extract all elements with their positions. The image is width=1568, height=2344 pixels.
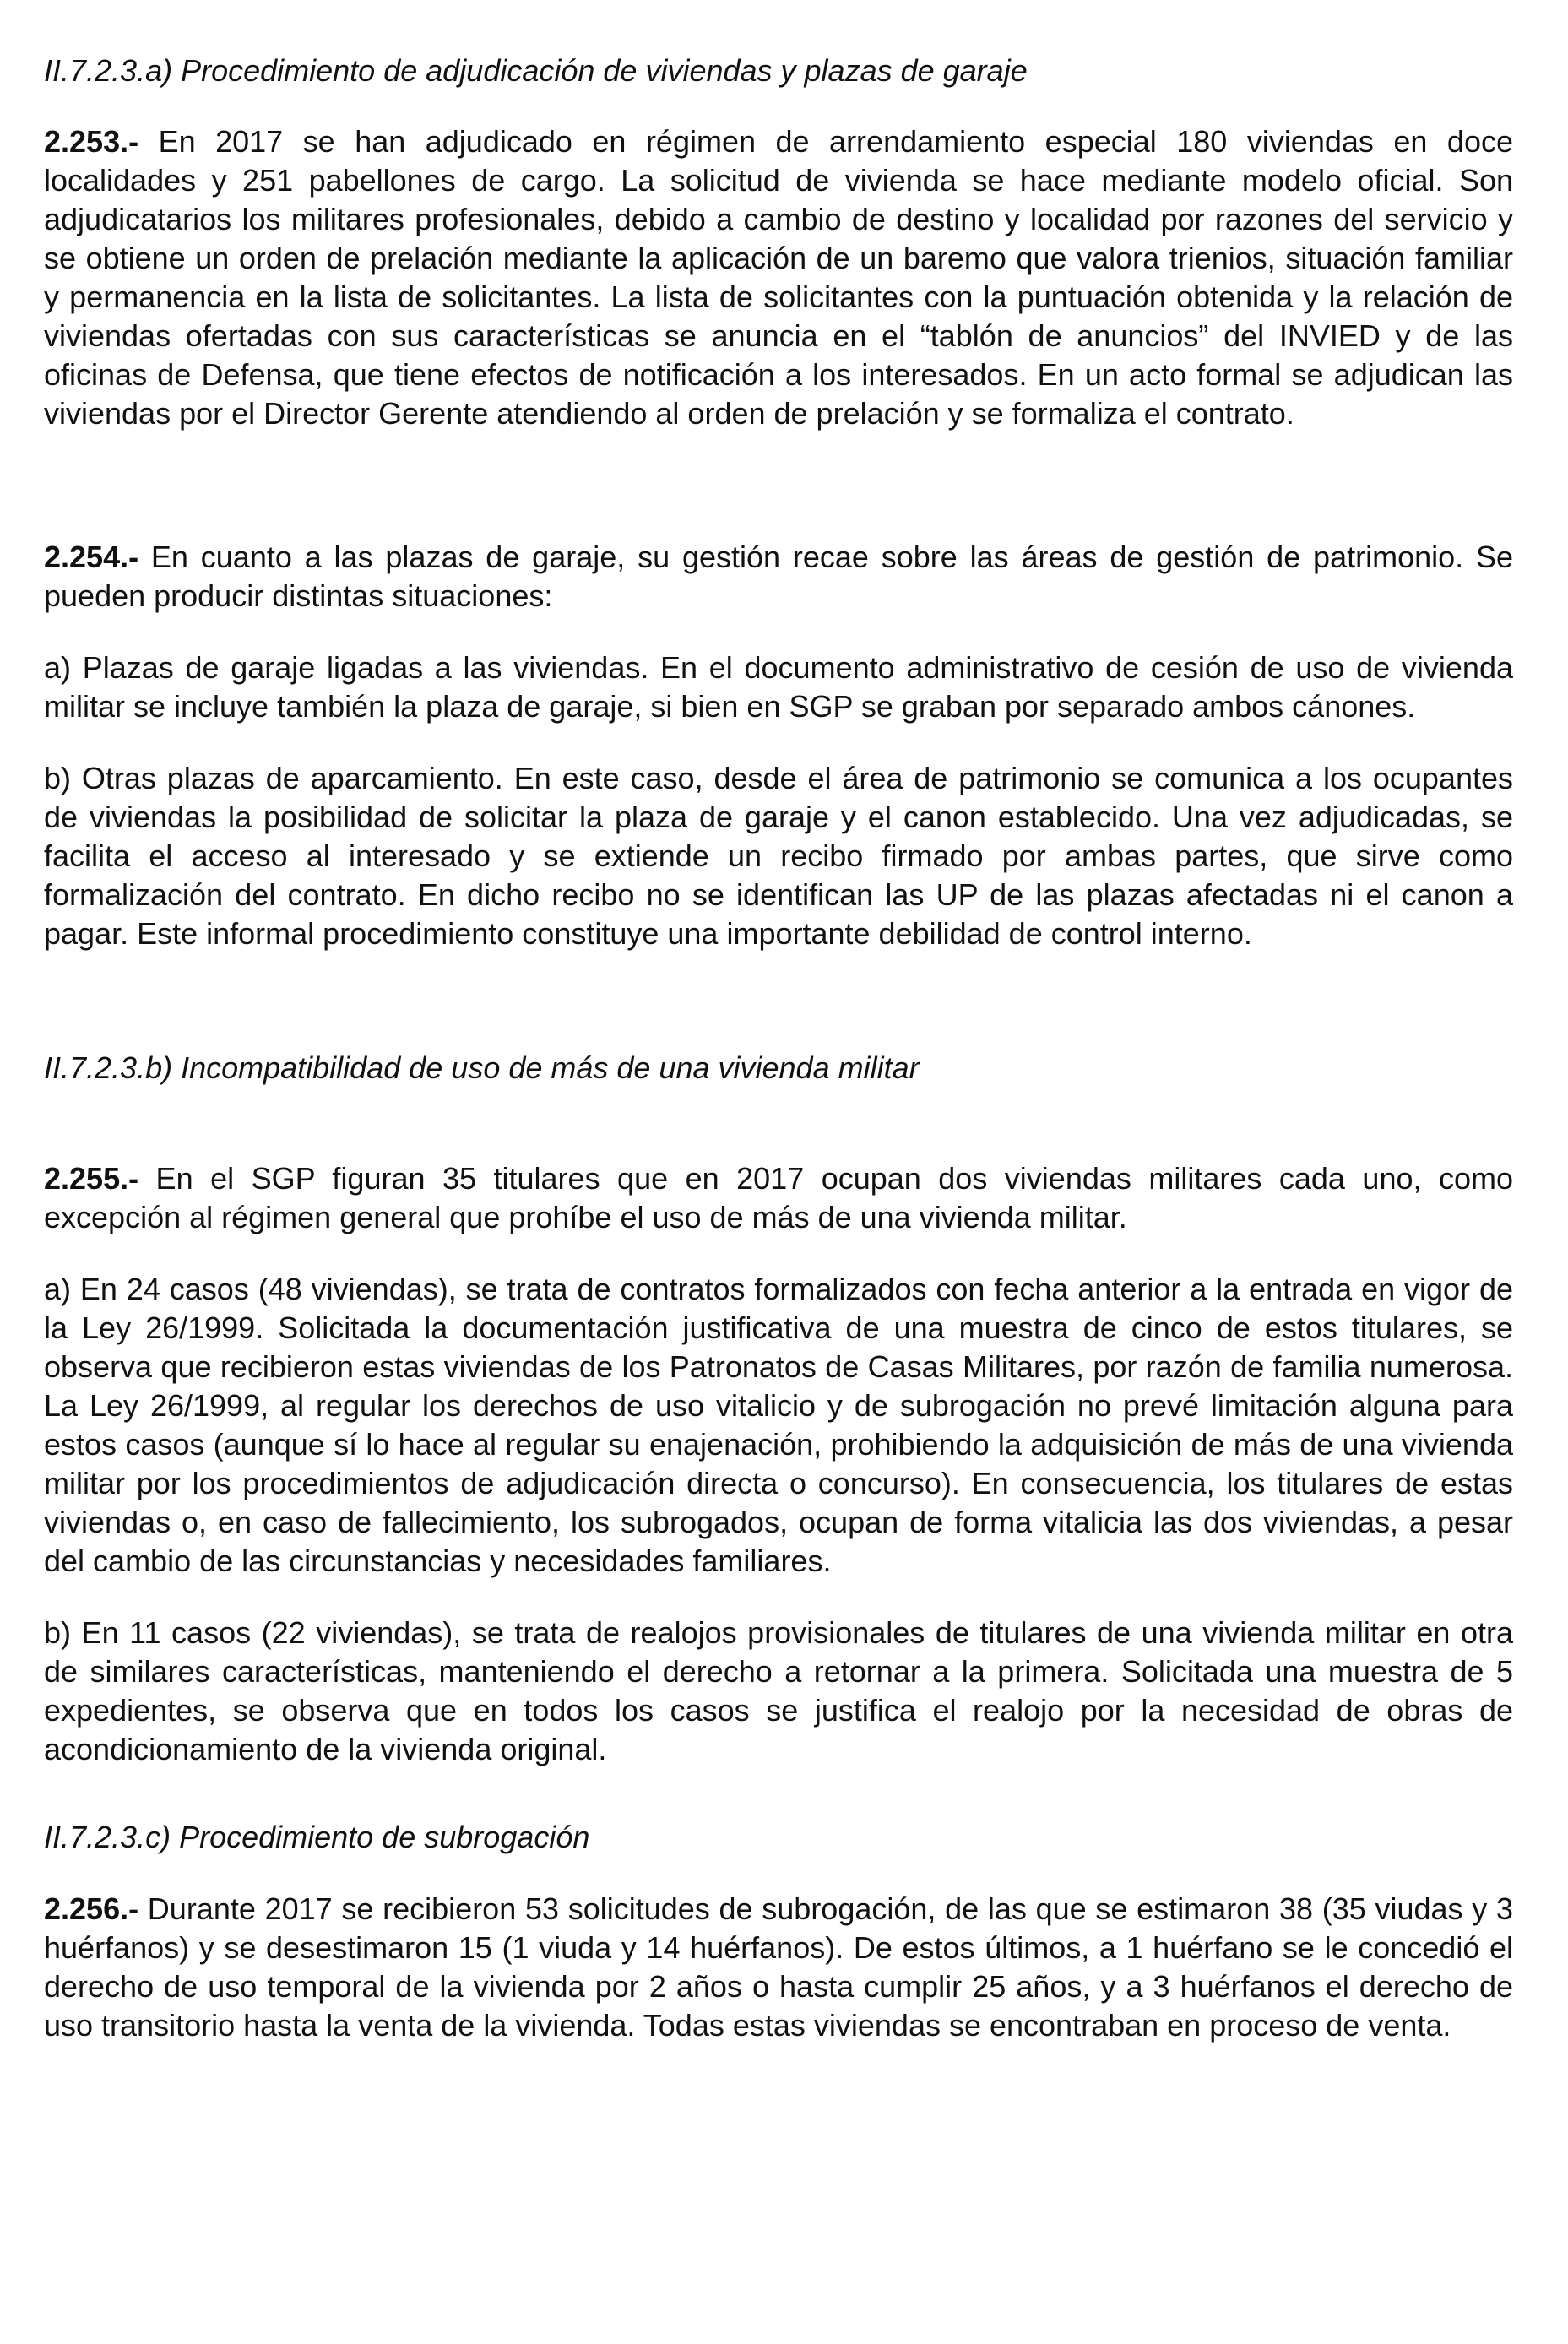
paragraph-2-256	[44, 1890, 1513, 2045]
paragraph-2-254-a: a) Plazas de garaje ligadas a las viviendas. En el documento administrativo de cesión de uso de vivienda militar se incluye también la plaza de garaje, si bien en SGP se graban por separado ambos cánones.	[44, 650, 1513, 724]
document-page	[44, 52, 1513, 2045]
section-heading-incompatibilidad: II.7.2.3.b) Incompatibilidad de uso de más de una vivienda militar	[44, 1050, 920, 1085]
paragraph-2-254	[44, 538, 1513, 616]
paragraph-2-255-b: b) En 11 casos (22 viviendas), se trata de realojos provisionales de titulares de una vivienda militar en otra de similares características, manteniendo el derecho a retornar a la primera. Solicitada una muestra de 5 expedientes, se observa que en todos los casos se justifica el realojo por la necesidad de obras de acondicionamiento de la vivienda original.	[44, 1615, 1513, 1766]
paragraph-text: En cuanto a las plazas de garaje, su gestión recae sobre las áreas de gestión de patrimonio. Se pueden producir distintas situaciones:	[44, 540, 1513, 613]
paragraph-2-253	[44, 122, 1513, 433]
paragraph-text: En el SGP figuran 35 titulares que en 2017 ocupan dos viviendas militares cada uno, como excepción al régimen general que prohíbe el uso de más de una vivienda militar.	[44, 1161, 1513, 1234]
paragraph-number: 2.254.-	[44, 540, 139, 574]
paragraph-text: En 2017 se han adjudicado en régimen de arrendamiento especial 180 viviendas en doce localidades y 251 pabellones de cargo. La solicitud de vivienda se hace mediante modelo oficial. Son adjudicatarios los militares profesionales, debido a cambio de destino y localidad por razones del servicio y se obtiene un orden de prelación mediante la aplicación de un baremo que valora trienios, situación familiar y permanencia en la lista de solicitantes. La lista de solicitantes con la puntuación obtenida y la relación de viviendas ofertadas con sus características se anuncia en el “tablón de anuncios” del INVIED y de las oficinas de Defensa, que tiene efectos de notificación a los interesados. En un acto formal se adjudican las viviendas por el Director Gerente atendiendo al orden de prelación y se formaliza el contrato.	[44, 124, 1513, 431]
paragraph-text: Durante 2017 se recibieron 53 solicitudes de subrogación, de las que se estimaron 38 (35 viudas y 3 huérfanos) y se desestimaron 15 (1 viuda y 14 huérfanos). De estos últimos, a 1 huérfano se le concedió el derecho de uso temporal de la vivienda por 2 años o hasta cumplir 25 años, y a 3 huérfanos el derecho de uso transitorio hasta la venta de la vivienda. Todas estas viviendas se encontraban en proceso de venta.	[44, 1891, 1513, 2043]
paragraph-number: 2.253.-	[44, 124, 139, 159]
paragraph-2-255-a: a) En 24 casos (48 viviendas), se trata de contratos formalizados con fecha anterior a la entrada en vigor de la Ley 26/1999. Solicitada la documentación justificativa de una muestra de cinco de estos titulares, se observa que recibieron estas viviendas de los Patronatos de Casas Militares, por razón de familia numerosa. La Ley 26/1999, al regular los derechos de uso vitalicio y de subrogación no prevé limitación alguna para estos casos (aunque sí lo hace al regular su enajenación, prohibiendo la adquisición de más de una vivienda militar por los procedimientos de adjudicación directa o concurso). En consecuencia, los titulares de estas viviendas o, en caso de fallecimiento, los subrogados, ocupan de forma vitalicia las dos viviendas, a pesar del cambio de las circunstancias y necesidades familiares.	[44, 1272, 1513, 1578]
section-heading-subrogacion: II.7.2.3.c) Procedimiento de subrogación	[44, 1820, 590, 1854]
section-heading-adjudicacion: II.7.2.3.a) Procedimiento de adjudicación de viviendas y plazas de garaje	[44, 53, 1028, 88]
paragraph-number: 2.255.-	[44, 1161, 139, 1196]
paragraph-number: 2.256.-	[44, 1891, 139, 1926]
paragraph-2-254-b: b) Otras plazas de aparcamiento. En este caso, desde el área de patrimonio se comunica a los ocupantes de viviendas la posibilidad de solicitar la plaza de garaje y el canon establecido. Una vez adjudicadas, se facilita el acceso al interesado y se extiende un recibo firmado por ambas partes, que sirve como formalización del contrato. En dicho recibo no se identifican las UP de las plazas afectadas ni el canon a pagar. Este informal procedimiento constituye una importante debilidad de control interno.	[44, 761, 1513, 951]
paragraph-2-255	[44, 1159, 1513, 1237]
